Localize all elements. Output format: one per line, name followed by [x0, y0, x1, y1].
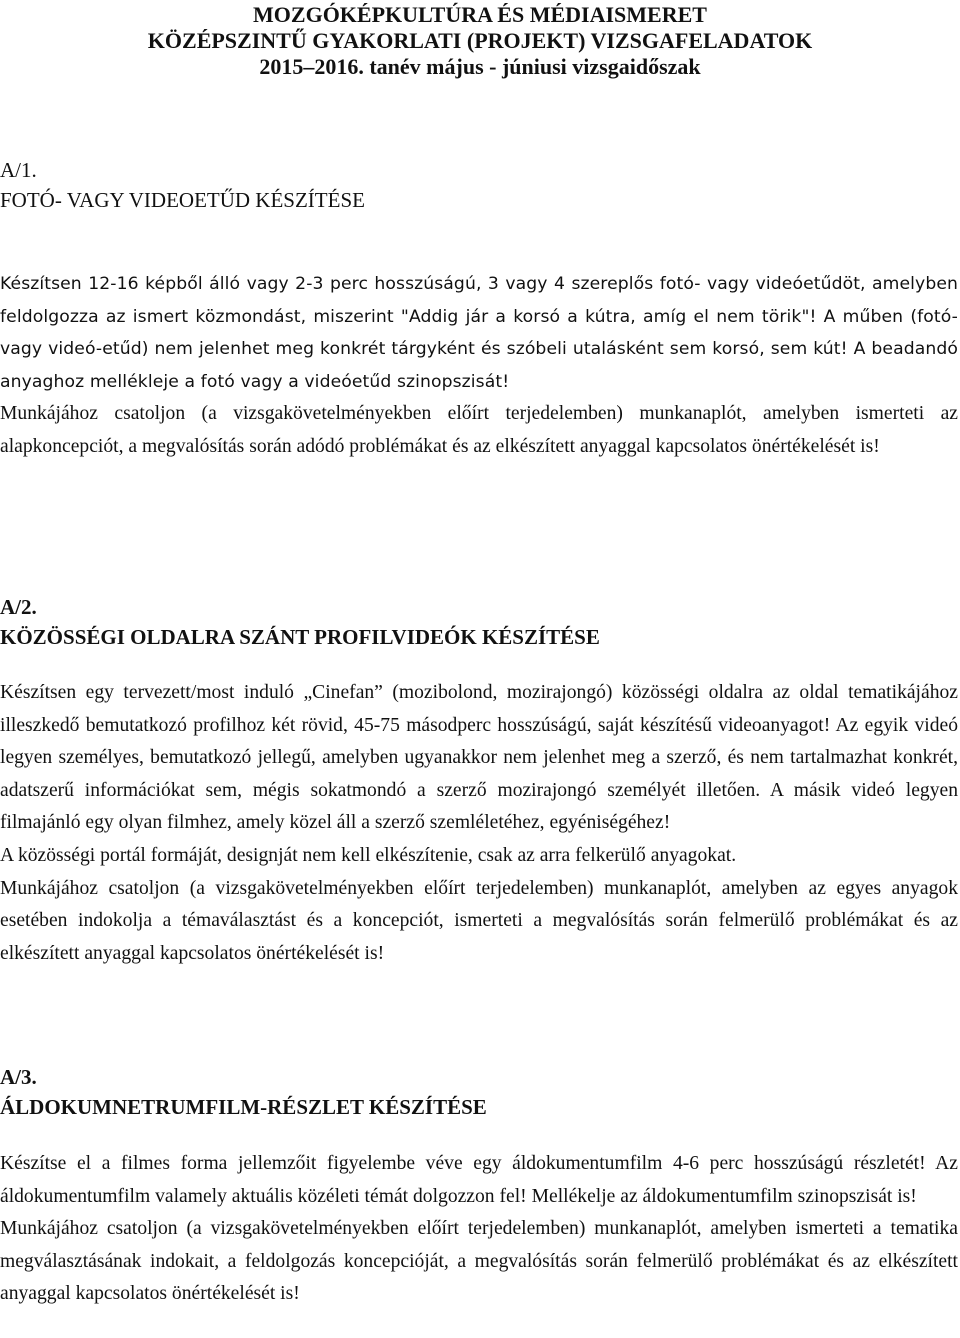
header-subject: MOZGÓKÉPKULTÚRA ÉS MÉDIAISMERET — [253, 2, 707, 27]
section-a1-body — [0, 268, 958, 464]
section-a2-task-text: Készítsen egy tervezett/most induló „Cinefan” (mozibolond, mozirajongó) közösségi oldalra az oldal tematikájához illeszkedő bemutatkozó profilhoz két rövid, 45-75 másodperc hosszúságú, saját készítésű videoanyagot! Az egyik videó legyen személyes, bemutatkozó jellegű, amelyben ugyanakkor nem jelenhet meg a szerző, és nem tartalmazhat konkrét, adatszerű információkat sem, mégis sokatmondó a szerző mozirajongó személyét illetően. A másik videó legyen filmajánló egy olyan filmhez, amely közel áll a szerző szemléletéhez, egyéniségéhez! — [0, 682, 958, 834]
section-a3-task-text: Készítse el a filmes forma jellemzőit figyelembe véve egy áldokumentumfilm 4-6 perc hosszúságú részletét! Az áldokumentumfilm valamely aktuális közéleti témát dolgozzon fel! Mellékelje az áldokumentumfilm szinopszisát is! — [0, 1153, 958, 1207]
section-a1-task-text: Készítsen 12-16 képből álló vagy 2-3 perc hosszúságú, 3 vagy 4 szereplős fotó- vagy videóetűdöt, amelyben feldolgozza az ismert közmondást, miszerint "Addig jár a korsó a kútra, amíg el nem törik"! A műben (fotó- vagy videó-etűd) nem jelenhet meg konkrét tárgyként és szóbeli utalásként sem korsó, sem kút! A beadandó anyaghoz mellékleje a fotó vagy a videóetűd szinopszisát! — [0, 274, 958, 392]
section-title: KÖZÖSSÉGI OLDALRA SZÁNT PROFILVIDEÓK KÉSZÍTÉSE — [0, 625, 600, 649]
section-a3-worklog-text: Munkájához csatoljon (a vizsgakövetelményekben előírt terjedelemben) munkanaplót, amelyben ismerteti a tematika megválasztásának indokait, a feldolgozás koncepcióját, a megvalósítás során felmerülő problémákat és az elkészített anyaggal kapcsolatos önértékelését is! — [0, 1218, 958, 1305]
section-label: A/1. — [0, 158, 37, 182]
section-a2-body — [0, 677, 958, 970]
section-a3 — [0, 1064, 958, 1120]
section-title: FOTÓ- VAGY VIDEOETŰD KÉSZÍTÉSE — [0, 188, 365, 212]
section-a2-portal-note: A közösségi portál formáját, designját nem kell elkészítenie, csak az arra felkerülő anyagokat. — [0, 844, 737, 866]
section-label: A/2. — [0, 595, 37, 619]
section-a1 — [0, 157, 958, 213]
section-a1-worklog-text: Munkájához csatoljon (a vizsgakövetelményekben előírt terjedelemben) munkanaplót, amelyben ismerteti az alapkoncepciót, a megvalósítás során adódó problémákat és az elkészített anyaggal kapcsolatos önértékelését is! — [0, 403, 958, 457]
section-title: ÁLDOKUMNETRUMFILM-RÉSZLET KÉSZÍTÉSE — [0, 1095, 487, 1119]
section-a2 — [0, 594, 958, 650]
document-header — [0, 2, 960, 80]
section-a3-body — [0, 1148, 958, 1311]
header-exam-period: 2015–2016. tanév május - júniusi vizsgaidőszak — [259, 54, 701, 79]
section-label: A/3. — [0, 1065, 37, 1089]
section-a2-worklog-text: Munkájához csatoljon (a vizsgakövetelményekben előírt terjedelemben) munkanaplót, amelyben az egyes anyagok esetében indokolja a témaválasztást és a koncepciót, ismerteti a megvalósítás során felmerülő problémákat és az elkészített anyaggal kapcsolatos önértékelését is! — [0, 877, 958, 964]
header-exam-type: KÖZÉPSZINTŰ GYAKORLATI (PROJEKT) VIZSGAFELADATOK — [147, 28, 813, 53]
